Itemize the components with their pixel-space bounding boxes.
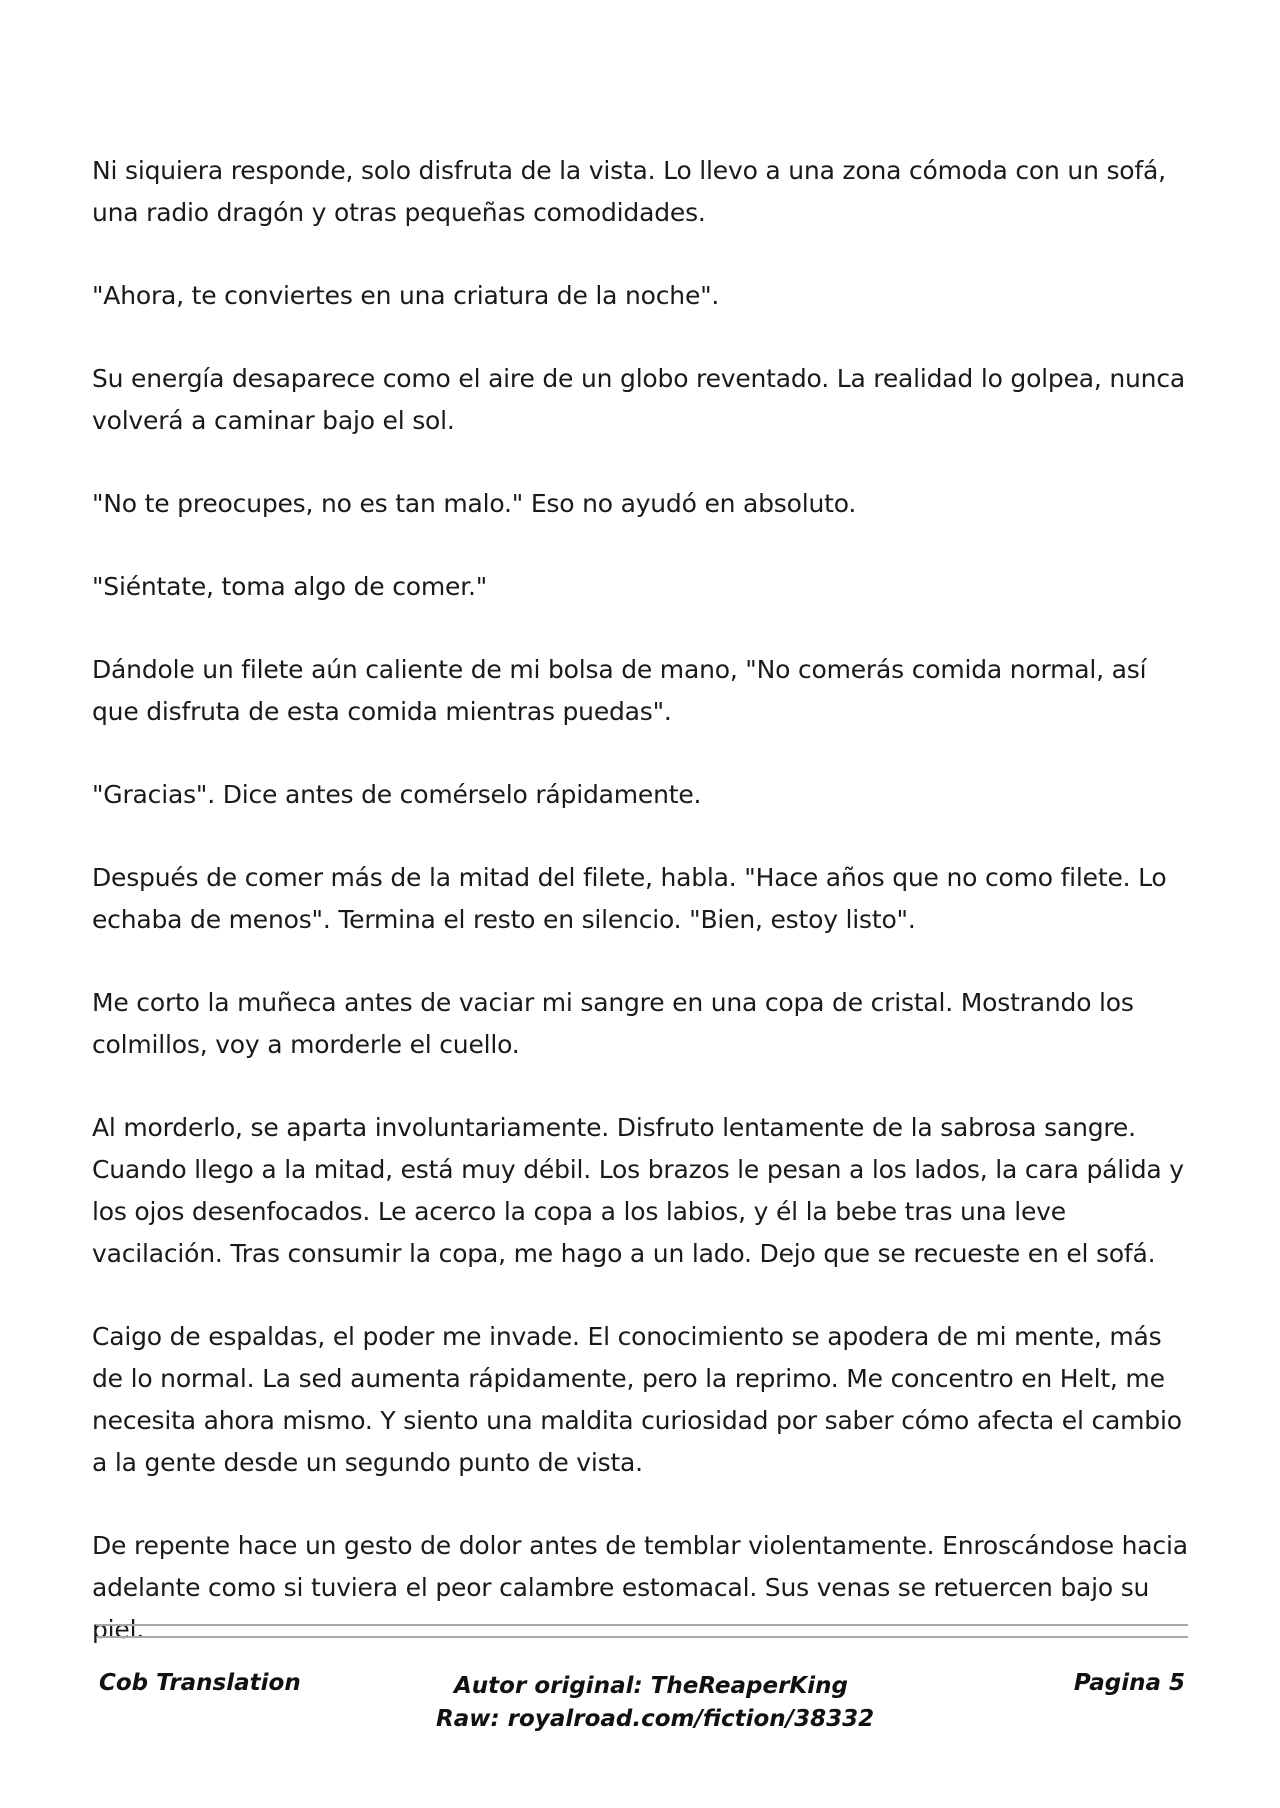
footer-translator: Cob Translation — [99, 1670, 301, 1696]
footer-raw-source: Raw: royalroad.com/fiction/38332 — [436, 1706, 875, 1732]
paragraph: Me corto la muñeca antes de vaciar mi sangre en una copa de cristal. Mostrando los colmillos, voy a morderle el cuello. — [92, 988, 1134, 1059]
paragraph: "Siéntate, toma algo de comer." — [92, 572, 488, 601]
paragraph: "Ahora, te conviertes en una criatura de la noche". — [92, 281, 720, 310]
document-body — [92, 150, 1192, 1651]
paragraph: "Gracias". Dice antes de comérselo rápidamente. — [92, 780, 702, 809]
footer-credits — [436, 1670, 875, 1736]
page-number: Pagina 5 — [1073, 1670, 1185, 1696]
paragraph: Dándole un filete aún caliente de mi bolsa de mano, "No comerás comida normal, así que disfruta de esta comida mientras puedas". — [92, 655, 1147, 726]
footer-original-author: Autor original: TheReaperKing — [454, 1673, 848, 1699]
footer-divider-top — [97, 1624, 1188, 1626]
paragraph: Ni siquiera responde, solo disfruta de la vista. Lo llevo a una zona cómoda con un sofá, una radio dragón y otras pequeñas comodidades. — [92, 156, 1166, 227]
paragraph: Al morderlo, se aparta involuntariamente. Disfruto lentamente de la sabrosa sangre. Cuando llego a la mitad, está muy débil. Los brazos le pesan a los lados, la cara pálida y los ojos desenfocados. Le acerco la copa a los labios, y él la bebe tras una leve vacilación. Tras consumir la copa, me hago a un lado. Dejo que se recueste en el sofá. — [92, 1113, 1184, 1268]
paragraph: De repente hace un gesto de dolor antes de temblar violentamente. Enroscándose hacia adelante como si tuviera el peor calambre estomacal. Sus venas se retuercen bajo su piel. — [92, 1531, 1188, 1644]
paragraph: Después de comer más de la mitad del filete, habla. "Hace años que no como filete. Lo echaba de menos". Termina el resto en silencio. "Bien, estoy listo". — [92, 863, 1167, 934]
footer-divider-bottom — [97, 1636, 1188, 1638]
paragraph: "No te preocupes, no es tan malo." Eso no ayudó en absoluto. — [92, 489, 857, 518]
paragraph: Caigo de espaldas, el poder me invade. El conocimiento se apodera de mi mente, más de lo normal. La sed aumenta rápidamente, pero la reprimo. Me concentro en Helt, me necesita ahora mismo. Y siento una maldita curiosidad por saber cómo afecta el cambio a la gente desde un segundo punto de vista. — [92, 1322, 1182, 1477]
paragraph: Su energía desaparece como el aire de un globo reventado. La realidad lo golpea, nunca volverá a caminar bajo el sol. — [92, 364, 1185, 435]
